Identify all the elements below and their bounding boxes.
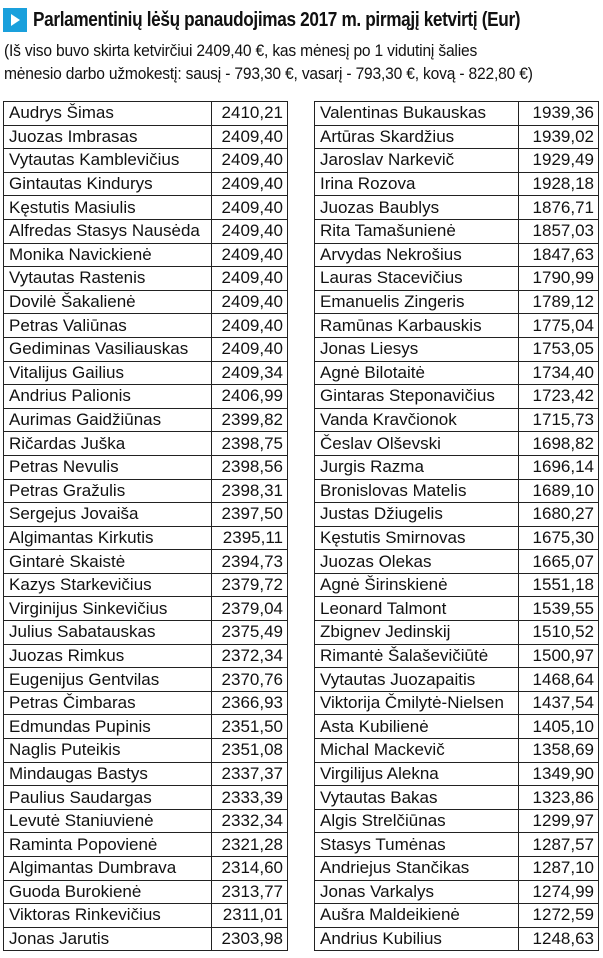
spent-amount: 1680,27 — [519, 503, 599, 527]
table-row — [315, 715, 599, 739]
member-name: Guoda Burokienė — [4, 880, 212, 904]
member-name: Gintarė Skaistė — [4, 550, 212, 574]
spent-amount: 2314,60 — [212, 857, 288, 881]
member-name: Raminta Popovienė — [4, 833, 212, 857]
member-name: Edmundas Pupinis — [4, 715, 212, 739]
member-name: Andrius Palionis — [4, 385, 212, 409]
member-name: Algis Strelčiūnas — [315, 809, 519, 833]
member-name: Paulius Saudargas — [4, 786, 212, 810]
member-name: Jonas Liesys — [315, 337, 519, 361]
member-name: Eugenijus Gentvilas — [4, 668, 212, 692]
table-row — [4, 927, 288, 951]
spent-amount: 2351,08 — [212, 739, 288, 763]
spent-amount: 2409,40 — [212, 125, 288, 149]
spent-amount: 1551,18 — [519, 573, 599, 597]
table-row — [315, 149, 599, 173]
table-row — [315, 408, 599, 432]
spent-amount: 1287,57 — [519, 833, 599, 857]
spent-amount: 1939,36 — [519, 102, 599, 126]
member-name: Petras Gražulis — [4, 479, 212, 503]
table-row — [315, 739, 599, 763]
spent-amount: 2409,40 — [212, 337, 288, 361]
spent-amount: 1272,59 — [519, 904, 599, 928]
spent-amount: 2409,40 — [212, 267, 288, 291]
member-name: Viktoras Rinkevičius — [4, 904, 212, 928]
member-name: Algimantas Dumbrava — [4, 857, 212, 881]
member-name: Jonas Varkalys — [315, 880, 519, 904]
member-name: Bronislovas Matelis — [315, 479, 519, 503]
table-row — [4, 833, 288, 857]
table-row — [4, 455, 288, 479]
spent-amount: 1287,10 — [519, 857, 599, 881]
table-row — [315, 786, 599, 810]
member-name: Michal Mackevič — [315, 739, 519, 763]
table-row — [4, 786, 288, 810]
spent-amount: 2372,34 — [212, 644, 288, 668]
table-row — [315, 455, 599, 479]
member-name: Arvydas Nekrošius — [315, 243, 519, 267]
member-name: Vytautas Bakas — [315, 786, 519, 810]
table-row — [4, 715, 288, 739]
member-name: Ričardas Juška — [4, 432, 212, 456]
table-row — [4, 102, 288, 126]
member-name: Leonard Talmont — [315, 597, 519, 621]
table-row — [4, 196, 288, 220]
spent-amount: 2410,21 — [212, 102, 288, 126]
member-name: Kazys Starkevičius — [4, 573, 212, 597]
intro-note-line-1: (Iš viso buvo skirta ketvirčiui 2409,40 €, kas mėnesį po 1 vidutinį šalies — [4, 42, 478, 60]
spent-amount: 2351,50 — [212, 715, 288, 739]
spent-amount: 1405,10 — [519, 715, 599, 739]
table-row — [4, 809, 288, 833]
table-row — [4, 243, 288, 267]
spent-amount: 1675,30 — [519, 526, 599, 550]
spent-amount: 2409,40 — [212, 290, 288, 314]
intro-note — [4, 40, 580, 86]
table-row — [315, 385, 599, 409]
table-row — [4, 337, 288, 361]
member-name: Rimantė Šalaševičiūtė — [315, 644, 519, 668]
table-row — [315, 644, 599, 668]
spent-amount: 1876,71 — [519, 196, 599, 220]
table-row — [4, 385, 288, 409]
table-row — [315, 833, 599, 857]
member-name: Petras Čimbaras — [4, 691, 212, 715]
table-row — [315, 432, 599, 456]
spent-amount: 2395,11 — [212, 526, 288, 550]
spent-amount: 2398,75 — [212, 432, 288, 456]
table-row — [315, 172, 599, 196]
spent-amount: 2409,40 — [212, 172, 288, 196]
member-name: Petras Nevulis — [4, 455, 212, 479]
spent-amount: 2332,34 — [212, 809, 288, 833]
spent-amount: 1248,63 — [519, 927, 599, 951]
table-row — [4, 172, 288, 196]
table-row — [315, 479, 599, 503]
spent-amount: 2406,99 — [212, 385, 288, 409]
spent-amount: 1437,54 — [519, 691, 599, 715]
page-title: Parlamentinių lėšų panaudojimas 2017 m. pirmąjį ketvirtį (Eur) — [33, 8, 521, 31]
spent-amount: 2311,01 — [212, 904, 288, 928]
member-name: Zbignev Jedinskij — [315, 621, 519, 645]
spent-amount: 1696,14 — [519, 455, 599, 479]
table-row — [4, 573, 288, 597]
table-row — [4, 526, 288, 550]
spent-amount: 2313,77 — [212, 880, 288, 904]
member-name: Stasys Tumėnas — [315, 833, 519, 857]
member-name: Vytautas Juozapaitis — [315, 668, 519, 692]
member-name: Juozas Baublys — [315, 196, 519, 220]
intro-note-line-2: mėnesio darbo užmokestį: sausį - 793,30 €, vasarį - 793,30 €, kovą - 822,80 €) — [4, 65, 533, 83]
spent-amount: 2398,56 — [212, 455, 288, 479]
spent-amount: 2397,50 — [212, 503, 288, 527]
spent-amount: 2409,34 — [212, 361, 288, 385]
table-row — [4, 621, 288, 645]
spent-amount: 1790,99 — [519, 267, 599, 291]
table-row — [315, 668, 599, 692]
table-row — [4, 503, 288, 527]
member-name: Kęstutis Smirnovas — [315, 526, 519, 550]
table-row — [4, 361, 288, 385]
member-name: Algimantas Kirkutis — [4, 526, 212, 550]
spent-amount: 1358,69 — [519, 739, 599, 763]
member-name: Andriejus Stančikas — [315, 857, 519, 881]
member-name: Vanda Kravčionok — [315, 408, 519, 432]
table-row — [315, 361, 599, 385]
spent-amount: 1789,12 — [519, 290, 599, 314]
spent-amount: 2398,31 — [212, 479, 288, 503]
spent-amount: 2366,93 — [212, 691, 288, 715]
member-name: Vytautas Rastenis — [4, 267, 212, 291]
spent-amount: 2409,40 — [212, 196, 288, 220]
spent-amount: 2333,39 — [212, 786, 288, 810]
spent-amount: 1698,82 — [519, 432, 599, 456]
table-row — [315, 550, 599, 574]
right-allocation-table — [314, 101, 599, 951]
table-row — [315, 809, 599, 833]
member-name: Artūras Skardžius — [315, 125, 519, 149]
spent-amount: 1753,05 — [519, 337, 599, 361]
spent-amount: 2303,98 — [212, 927, 288, 951]
spent-amount: 2337,37 — [212, 762, 288, 786]
member-name: Gediminas Vasiliauskas — [4, 337, 212, 361]
table-row — [315, 125, 599, 149]
table-row — [4, 125, 288, 149]
member-name: Vitalijus Gailius — [4, 361, 212, 385]
member-name: Emanuelis Zingeris — [315, 290, 519, 314]
spent-amount: 2409,40 — [212, 243, 288, 267]
table-row — [315, 526, 599, 550]
member-name: Aurimas Gaidžiūnas — [4, 408, 212, 432]
table-row — [4, 267, 288, 291]
table-row — [315, 337, 599, 361]
table-row — [4, 219, 288, 243]
member-name: Valentinas Bukauskas — [315, 102, 519, 126]
member-name: Asta Kubilienė — [315, 715, 519, 739]
member-name: Agnė Bilotaitė — [315, 361, 519, 385]
spent-amount: 2321,28 — [212, 833, 288, 857]
table-row — [4, 857, 288, 881]
member-name: Julius Sabatauskas — [4, 621, 212, 645]
member-name: Ramūnas Karbauskis — [315, 314, 519, 338]
member-name: Mindaugas Bastys — [4, 762, 212, 786]
table-row — [4, 668, 288, 692]
member-name: Virginijus Sinkevičius — [4, 597, 212, 621]
table-row — [4, 479, 288, 503]
member-name: Jurgis Razma — [315, 455, 519, 479]
table-row — [315, 219, 599, 243]
member-name: Gintautas Kindurys — [4, 172, 212, 196]
spent-amount: 2409,40 — [212, 219, 288, 243]
table-row — [315, 927, 599, 951]
spent-amount: 1665,07 — [519, 550, 599, 574]
spent-amount: 1299,97 — [519, 809, 599, 833]
member-name: Juozas Rimkus — [4, 644, 212, 668]
spent-amount: 1349,90 — [519, 762, 599, 786]
table-row — [315, 691, 599, 715]
table-row — [315, 102, 599, 126]
table-row — [315, 857, 599, 881]
spent-amount: 1775,04 — [519, 314, 599, 338]
spent-amount: 1939,02 — [519, 125, 599, 149]
spent-amount: 1929,49 — [519, 149, 599, 173]
member-name: Monika Navickienė — [4, 243, 212, 267]
table-row — [315, 267, 599, 291]
member-name: Andrius Kubilius — [315, 927, 519, 951]
table-row — [315, 196, 599, 220]
play-marker-icon — [3, 8, 27, 32]
spent-amount: 2399,82 — [212, 408, 288, 432]
member-name: Aušra Maldeikienė — [315, 904, 519, 928]
table-row — [4, 739, 288, 763]
spent-amount: 1468,64 — [519, 668, 599, 692]
member-name: Lauras Stacevičius — [315, 267, 519, 291]
member-name: Agnė Širinskienė — [315, 573, 519, 597]
table-row — [4, 904, 288, 928]
table-row — [4, 314, 288, 338]
table-row — [315, 290, 599, 314]
member-name: Justas Džiugelis — [315, 503, 519, 527]
table-row — [4, 691, 288, 715]
spent-amount: 1323,86 — [519, 786, 599, 810]
member-name: Irina Rozova — [315, 172, 519, 196]
left-allocation-table — [3, 101, 288, 951]
member-name: Jonas Jarutis — [4, 927, 212, 951]
member-name: Naglis Puteikis — [4, 739, 212, 763]
spent-amount: 2394,73 — [212, 550, 288, 574]
spent-amount: 2409,40 — [212, 149, 288, 173]
title-bar — [3, 4, 600, 36]
table-row — [315, 621, 599, 645]
member-name: Juozas Imbrasas — [4, 125, 212, 149]
spent-amount: 2379,04 — [212, 597, 288, 621]
spent-amount: 1928,18 — [519, 172, 599, 196]
spent-amount: 1500,97 — [519, 644, 599, 668]
table-row — [315, 503, 599, 527]
table-row — [315, 597, 599, 621]
spent-amount: 1715,73 — [519, 408, 599, 432]
spent-amount: 1539,55 — [519, 597, 599, 621]
table-row — [4, 762, 288, 786]
member-name: Virgilijus Alekna — [315, 762, 519, 786]
member-name: Sergejus Jovaiša — [4, 503, 212, 527]
table-row — [4, 597, 288, 621]
spent-amount: 1510,52 — [519, 621, 599, 645]
table-row — [4, 408, 288, 432]
table-row — [4, 290, 288, 314]
spent-amount: 1847,63 — [519, 243, 599, 267]
spent-amount: 2375,49 — [212, 621, 288, 645]
member-name: Alfredas Stasys Nausėda — [4, 219, 212, 243]
table-row — [315, 243, 599, 267]
table-row — [4, 432, 288, 456]
table-row — [315, 880, 599, 904]
member-name: Viktorija Čmilytė-Nielsen — [315, 691, 519, 715]
spent-amount: 1723,42 — [519, 385, 599, 409]
spent-amount: 2409,40 — [212, 314, 288, 338]
spent-amount: 1274,99 — [519, 880, 599, 904]
table-row — [4, 550, 288, 574]
member-name: Dovilė Šakalienė — [4, 290, 212, 314]
member-name: Jaroslav Narkevič — [315, 149, 519, 173]
member-name: Audrys Šimas — [4, 102, 212, 126]
member-name: Česlav Olševski — [315, 432, 519, 456]
spent-amount: 1689,10 — [519, 479, 599, 503]
table-row — [315, 573, 599, 597]
member-name: Petras Valiūnas — [4, 314, 212, 338]
member-name: Rita Tamašunienė — [315, 219, 519, 243]
member-name: Levutė Staniuvienė — [4, 809, 212, 833]
table-row — [315, 762, 599, 786]
table-row — [4, 149, 288, 173]
spent-amount: 1857,03 — [519, 219, 599, 243]
spent-amount: 2370,76 — [212, 668, 288, 692]
spent-amount: 2379,72 — [212, 573, 288, 597]
table-row — [4, 644, 288, 668]
table-row — [315, 904, 599, 928]
spent-amount: 1734,40 — [519, 361, 599, 385]
table-row — [4, 880, 288, 904]
member-name: Gintaras Steponavičius — [315, 385, 519, 409]
table-row — [315, 314, 599, 338]
member-name: Juozas Olekas — [315, 550, 519, 574]
member-name: Kęstutis Masiulis — [4, 196, 212, 220]
member-name: Vytautas Kamblevičius — [4, 149, 212, 173]
